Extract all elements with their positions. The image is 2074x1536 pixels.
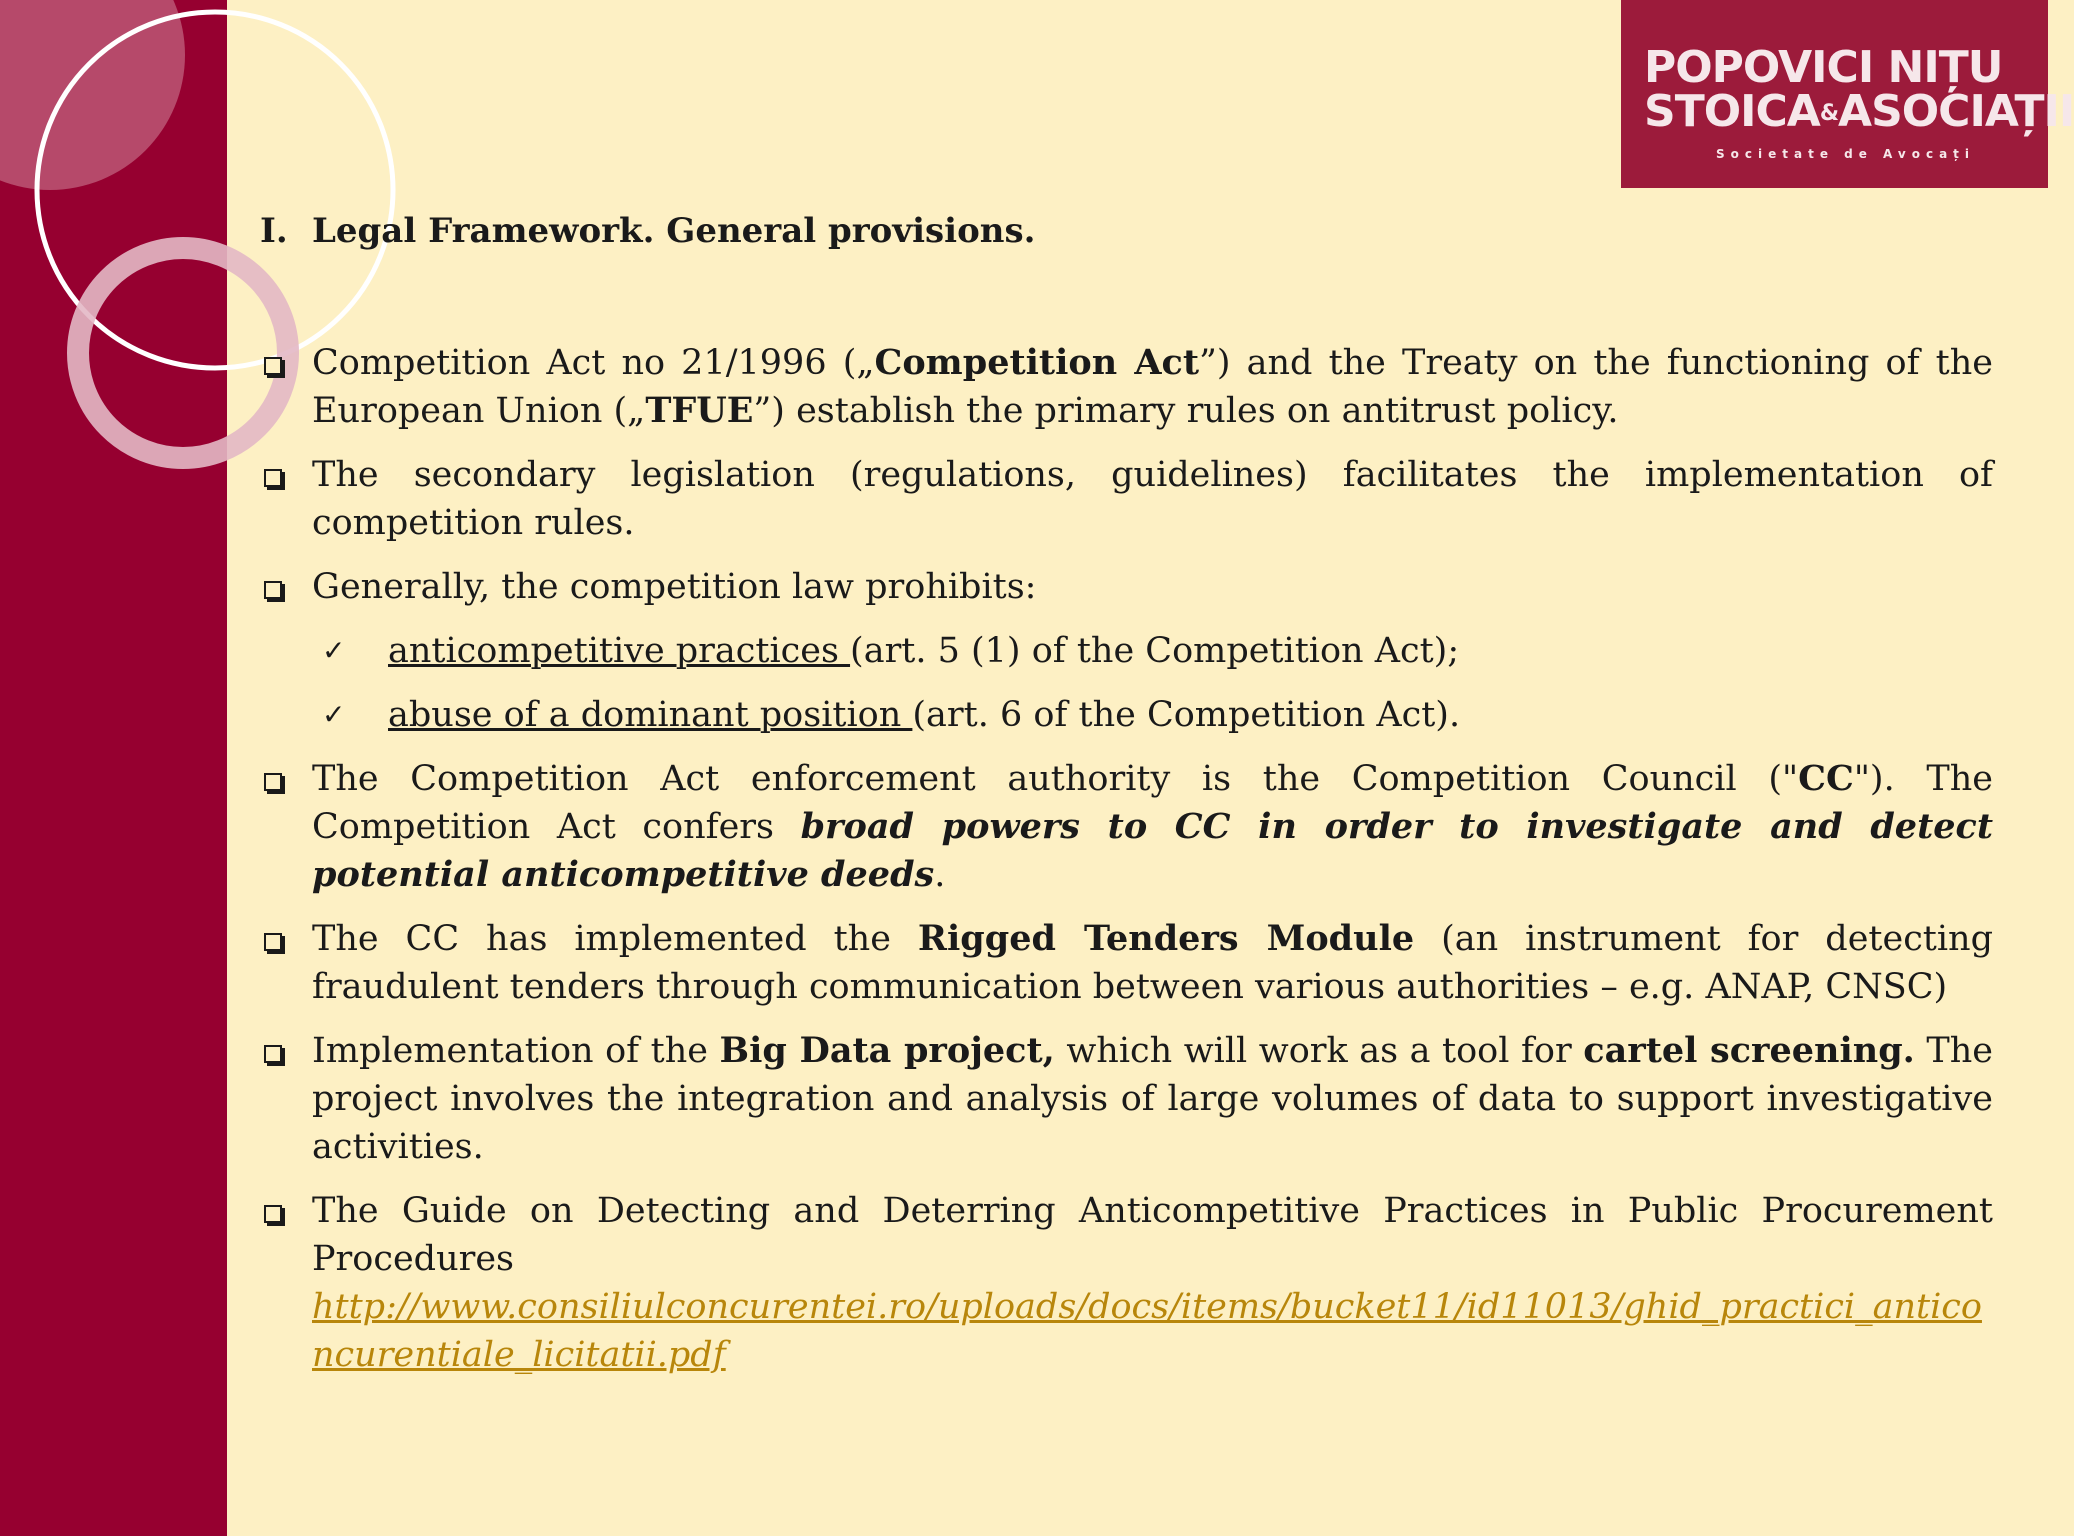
bullet-text: Implementation of the: [312, 1031, 720, 1071]
bullet-text: .: [934, 855, 946, 895]
bold-term: Competition Act: [874, 342, 1199, 383]
square-bullet-icon: [264, 773, 282, 791]
square-bullet-icon: [264, 1205, 282, 1223]
bullet-text: The Competition Act enforcement authority is the Competition Council (": [312, 759, 1799, 799]
bold-term: CC: [1798, 758, 1854, 799]
bullet-text: (an instrument for detecting fraudulent tenders through communication between various authorities – e.g. ANAP, CNSC): [312, 919, 1994, 1007]
bullet-text: which will work as a tool for: [1054, 1031, 1584, 1071]
firm-logo: [1621, 0, 2074, 188]
bold-term: TFUE: [645, 390, 754, 431]
bold-term: cartel screening.: [1583, 1030, 1915, 1071]
bullet-text: ”) and the Treaty on the functioning of the European Union („: [312, 343, 1993, 431]
square-bullet-icon: [264, 581, 282, 599]
sidebar-band: [0, 0, 227, 1536]
square-bullet-icon: [264, 933, 282, 951]
square-bullet-icon: [264, 1045, 282, 1063]
bullet-text: Generally, the competition law prohibits:: [312, 567, 1037, 607]
bullet-text: The secondary legislation (regulations, guidelines) facilitates the implementation of competition rules.: [312, 455, 1993, 543]
bold-italic-phrase: broad powers to CC in order to investigate and detect potential anticompetitive deeds: [312, 806, 1993, 895]
checkmark-icon: ✓: [322, 634, 346, 667]
underlined-term: anticompetitive practices: [388, 631, 851, 671]
section-number: I.: [260, 211, 288, 251]
bullet-rigged-tenders: [260, 915, 1993, 1011]
bullet-big-data: [260, 1027, 1993, 1171]
section-heading: [260, 211, 1035, 251]
subitem-text: (art. 6 of the Competition Act).: [912, 695, 1461, 735]
logo-text-a: STOICA: [1644, 86, 1820, 137]
bullet-text: ”) establish the primary rules on antitrust policy.: [753, 391, 1619, 431]
subitem-anticompetitive-practices: [260, 627, 1993, 675]
logo-line-1: POPOVICI NIȚU: [1644, 42, 2003, 93]
bullet-guide: [260, 1187, 1993, 1379]
subitem-abuse-dominant-position: [260, 691, 1993, 739]
square-bullet-icon: [264, 357, 282, 375]
bullet-enforcement-authority: [260, 755, 1993, 899]
bold-term: Rigged Tenders Module: [917, 918, 1415, 959]
logo-text-b: ASOCIAȚII: [1838, 86, 2074, 137]
bold-term: Big Data project,: [719, 1030, 1055, 1071]
bullet-competition-act: [260, 339, 1993, 435]
bullet-list: [260, 339, 1993, 1395]
bullet-text: Competition Act no 21/1996 („: [312, 343, 875, 383]
logo-tagline: Societate de Avocați: [1716, 147, 1976, 161]
logo-ampersand: &: [1819, 101, 1839, 126]
section-title: Legal Framework. General provisions.: [312, 211, 1036, 251]
guide-link[interactable]: http://www.consiliulconcurentei.ro/uploads/docs/items/bucket11/id11013/ghid_practici_anticoncurentiale_licitatii.pdf: [312, 1287, 1982, 1375]
subitem-text: (art. 5 (1) of the Competition Act);: [850, 631, 1460, 671]
underlined-term: abuse of a dominant position: [388, 695, 913, 735]
bullet-text: "). The Competition Act confers: [312, 759, 1993, 847]
checkmark-icon: ✓: [322, 698, 346, 731]
square-bullet-icon: [264, 469, 282, 487]
bullet-secondary-legislation: [260, 451, 1993, 547]
bullet-prohibits: [260, 563, 1993, 611]
bullet-text: The Guide on Detecting and Deterring Anticompetitive Practices in Public Procurement Procedures: [312, 1191, 1993, 1279]
logo-line-2: [1644, 86, 2074, 137]
bullet-text: The CC has implemented the: [312, 919, 918, 959]
bullet-text: The project involves the integration and analysis of large volumes of data to support investigative activities.: [312, 1031, 1993, 1167]
